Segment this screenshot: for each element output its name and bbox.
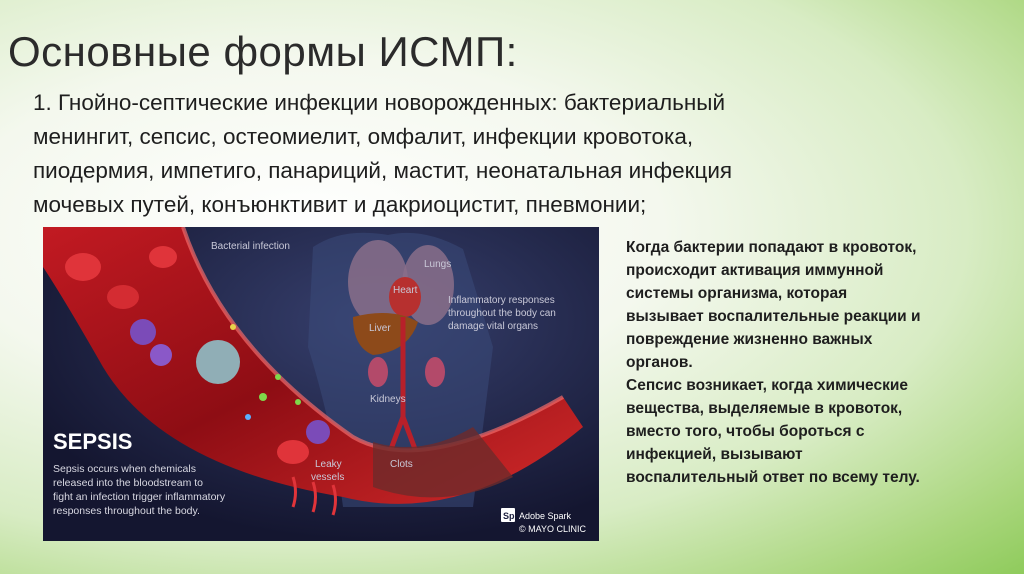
red-blood-cell	[149, 246, 177, 268]
intro-line: пиодермия, импетиго, панариций, мастит, неонатальная инфекция	[33, 158, 733, 183]
red-blood-cell	[65, 253, 101, 281]
kidney-right	[425, 357, 445, 387]
intro-line: мочевых путей, конъюнктивит и дакриоцистит, пневмонии;	[33, 192, 647, 217]
label-leaky-vessels: Leaky	[315, 459, 342, 470]
adobe-spark-text: Adobe Spark	[519, 511, 572, 521]
particle	[259, 393, 267, 401]
side-text-line: воспалительный ответ по всему телу.	[626, 469, 920, 486]
immune-cell	[130, 319, 156, 345]
figure-caption: fight an infection trigger inflammatory	[53, 491, 226, 503]
side-text-line: Когда бактерии попадают в кровоток,	[626, 239, 917, 256]
side-text-line: инфекцией, вызывают	[626, 446, 803, 463]
label-inflammatory: damage vital organs	[448, 321, 539, 332]
intro-line: 1. Гнойно-септические инфекции новорожденных: бактериальный	[33, 90, 726, 115]
side-text-line: вызывает воспалительные реакции и	[626, 308, 921, 325]
kidney-left	[368, 357, 388, 387]
adobe-spark-logo-text: Sp	[503, 511, 515, 521]
figure-caption: Sepsis occurs when chemicals	[53, 463, 196, 475]
label-liver: Liver	[369, 323, 391, 334]
label-leaky-vessels: vessels	[311, 472, 345, 483]
figure-caption: released into the bloodstream to	[53, 477, 204, 489]
label-kidneys: Kidneys	[370, 394, 406, 405]
side-text-line: органов.	[626, 354, 693, 371]
side-text	[626, 236, 1006, 489]
side-text-line: повреждение жизненно важных	[626, 331, 873, 348]
particle	[245, 414, 251, 420]
red-blood-cell	[107, 285, 139, 309]
label-heart: Heart	[393, 285, 418, 296]
label-lungs: Lungs	[424, 259, 452, 270]
bacterium	[196, 340, 240, 384]
intro-line: менингит, сепсис, остеомиелит, омфалит, инфекции кровотока,	[33, 124, 694, 149]
particle	[295, 399, 301, 405]
side-text-line: вместо того, чтобы бороться с	[626, 423, 865, 440]
heart-shape	[389, 277, 421, 317]
label-bacterial-infection: Bacterial infection	[211, 241, 290, 252]
red-blood-cell	[277, 440, 309, 464]
label-clots: Clots	[390, 459, 413, 470]
mayo-clinic-credit: © MAYO CLINIC	[519, 524, 586, 534]
side-text-line: системы организма, которая	[626, 285, 848, 302]
slide-title: Основные формы ИСМП:	[8, 28, 518, 75]
label-inflammatory: Inflammatory responses	[448, 295, 555, 306]
sepsis-illustration	[43, 227, 599, 541]
figure-title: SEPSIS	[53, 429, 133, 454]
immune-cell	[306, 420, 330, 444]
figure-caption: responses throughout the body.	[53, 505, 200, 517]
immune-cell	[150, 344, 172, 366]
side-text-line: происходит активация иммунной	[626, 262, 884, 279]
sepsis-illustration-svg	[43, 227, 599, 541]
side-text-line: Сепсис возникает, когда химические	[626, 377, 909, 394]
particle	[230, 324, 236, 330]
intro-text	[33, 86, 913, 222]
particle	[275, 374, 281, 380]
side-text-line: вещества, выделяемые в кровоток,	[626, 400, 903, 417]
label-inflammatory: throughout the body can	[448, 308, 556, 319]
